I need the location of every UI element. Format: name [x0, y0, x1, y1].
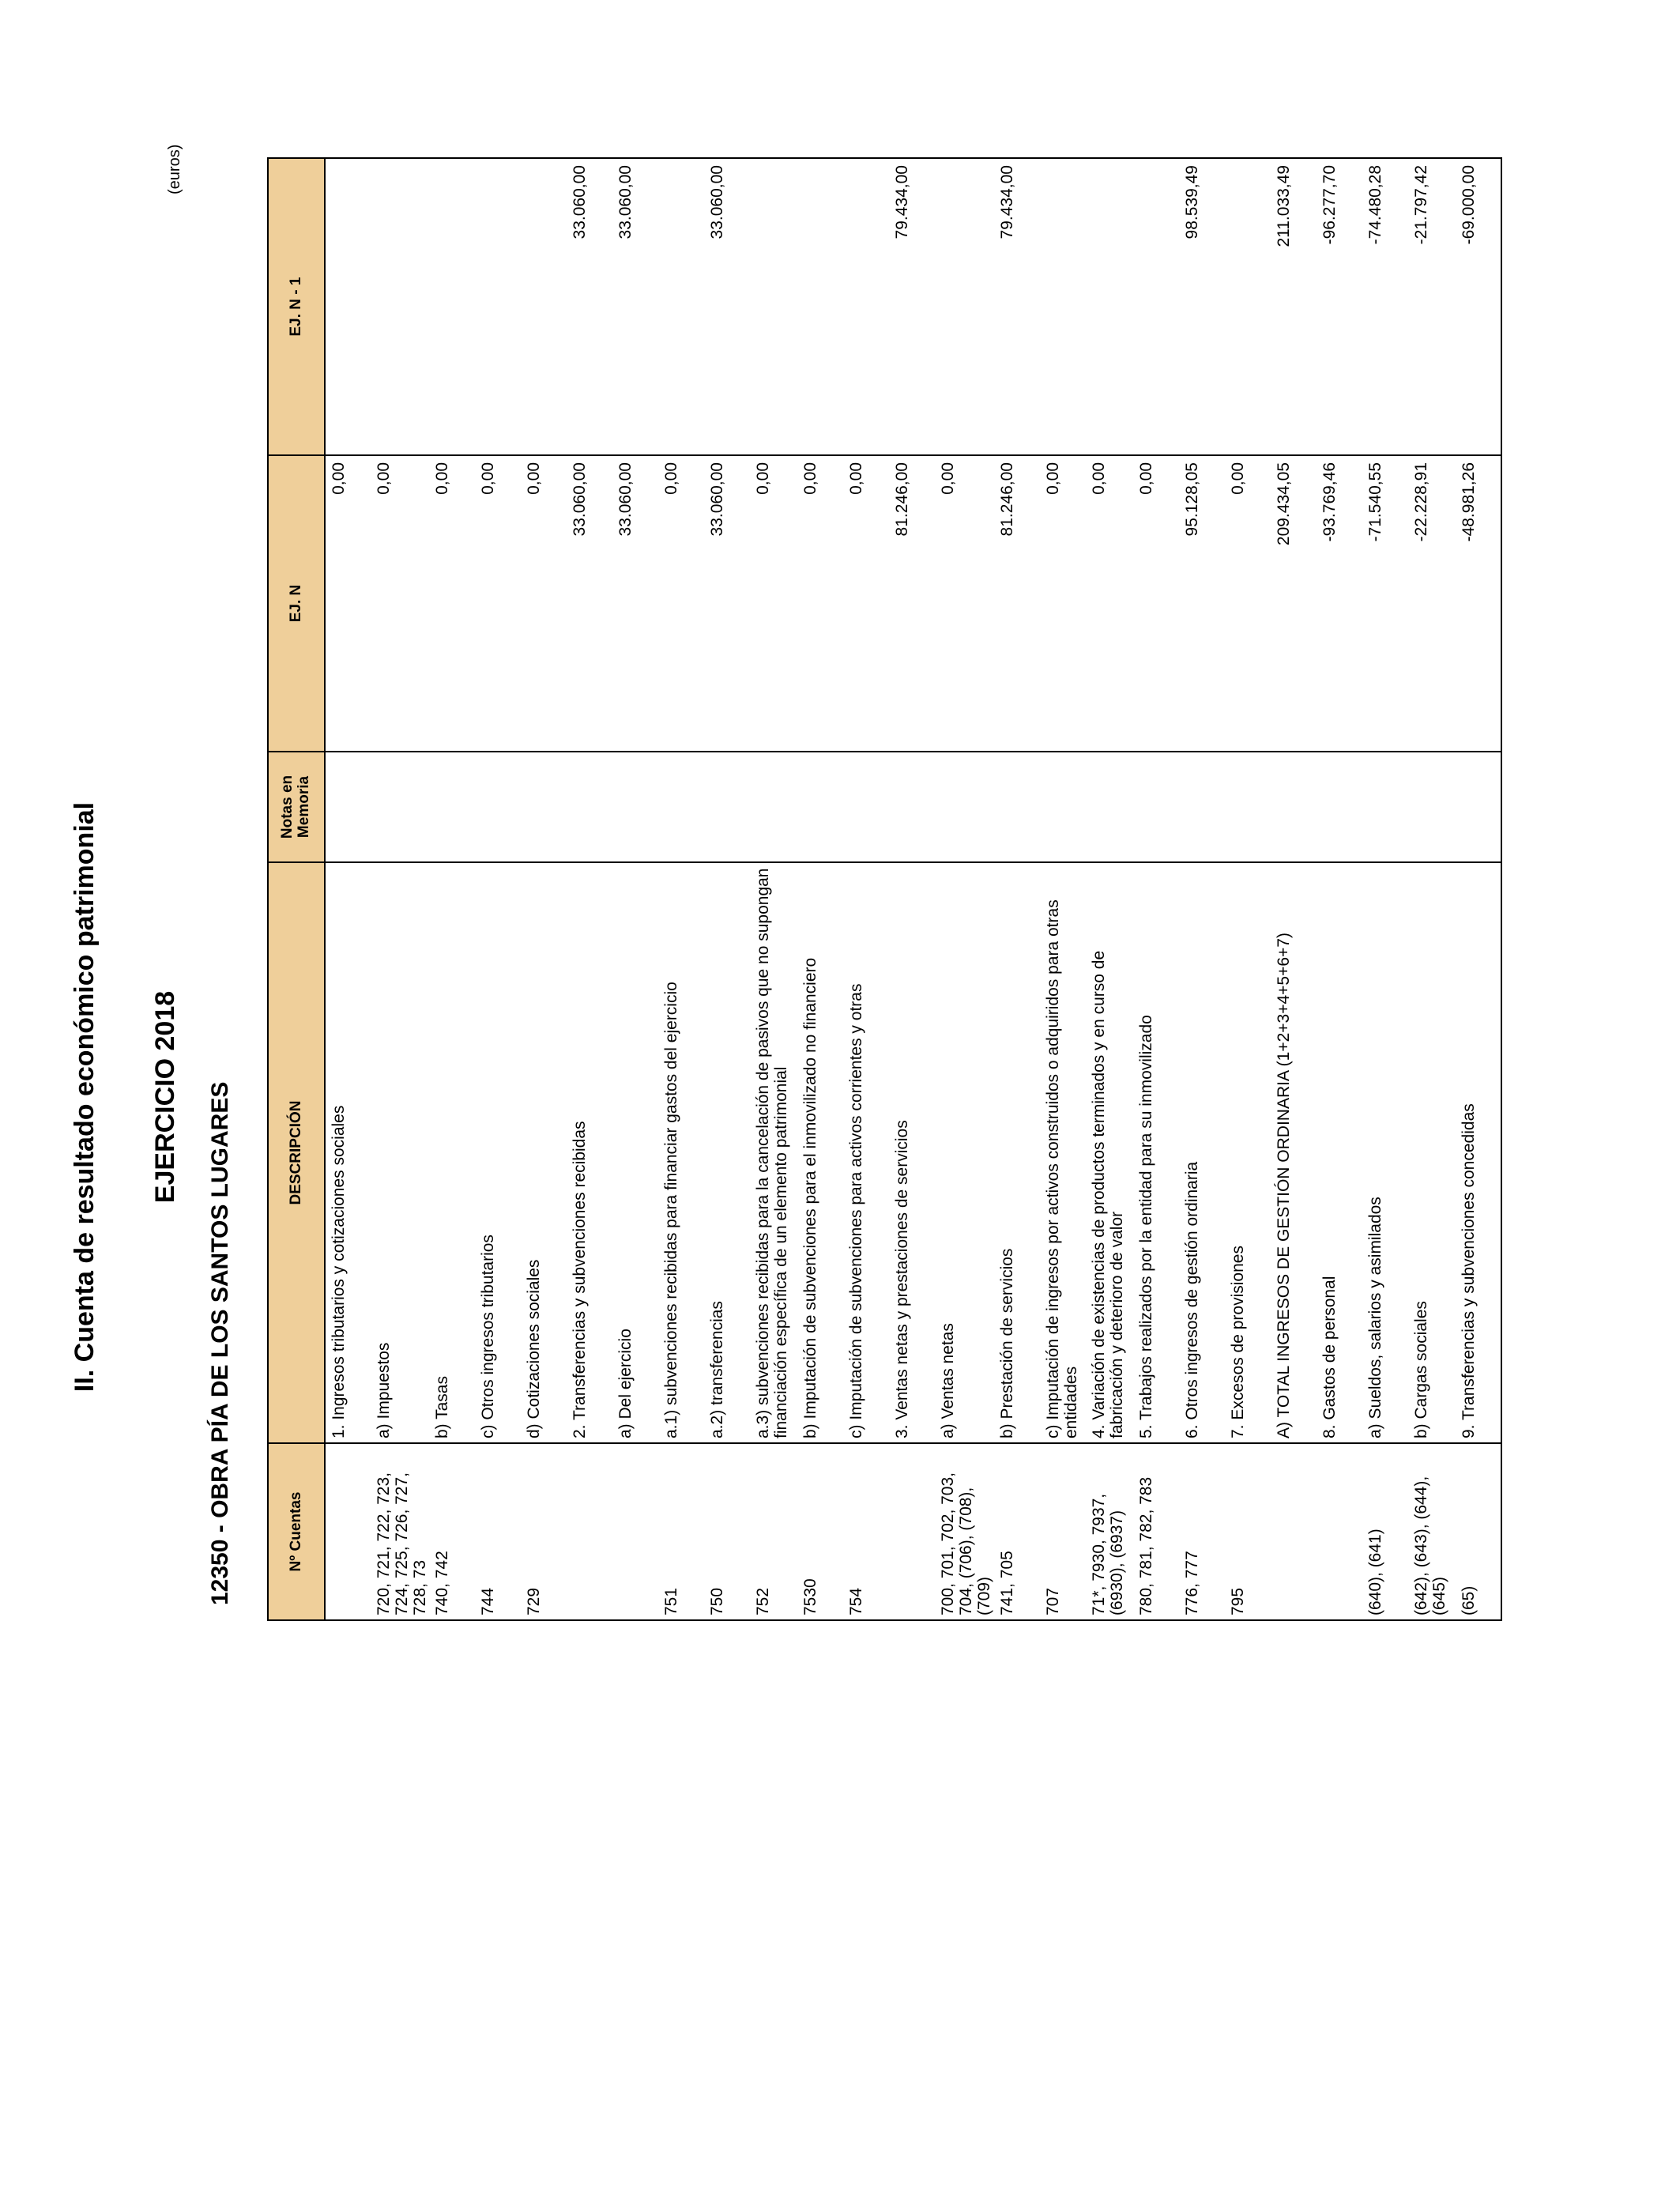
previous-year-value: [843, 158, 889, 455]
current-year-value: 0,00: [429, 455, 475, 752]
table-row: [1133, 158, 1179, 1620]
table-row: [750, 158, 797, 1620]
table-row: [567, 158, 612, 1620]
table-row: [1317, 158, 1362, 1620]
account-codes-cell: 751: [658, 1443, 704, 1620]
description-cell: 9. Transferencias y subvenciones concedidas: [1456, 862, 1501, 1443]
table-row: [475, 158, 521, 1620]
current-year-value: -93.769,46: [1317, 455, 1362, 752]
previous-year-value: 79.434,00: [994, 158, 1040, 455]
table-row: [994, 158, 1040, 1620]
description-cell: 8. Gastos de personal: [1317, 862, 1362, 1443]
notes-cell: [797, 752, 843, 862]
account-codes-cell: [325, 1443, 371, 1620]
current-year-value: -22.228,91: [1408, 455, 1456, 752]
notes-cell: [429, 752, 475, 862]
account-codes-cell: (640), (641): [1362, 1443, 1408, 1620]
previous-year-value: [325, 158, 371, 455]
description-cell: a.3) subvenciones recibidas para la cancelación de pasivos que no supongan financiación específica de un elemento patrimonial: [750, 862, 797, 1443]
account-codes-cell: [1271, 1443, 1317, 1620]
notes-cell: [994, 752, 1040, 862]
current-year-value: 0,00: [1133, 455, 1179, 752]
account-codes-cell: 776, 777: [1179, 1443, 1225, 1620]
previous-year-value: [1133, 158, 1179, 455]
description-cell: c) Imputación de ingresos por activos construidos o adquiridos para otras entidades: [1040, 862, 1086, 1443]
account-codes-cell: (65): [1456, 1443, 1501, 1620]
previous-year-value: [1040, 158, 1086, 455]
previous-year-value: -21.797,42: [1408, 158, 1456, 455]
current-year-value: 33.060,00: [612, 455, 658, 752]
current-year-value: 95.128,05: [1179, 455, 1225, 752]
header-accounts: Nº Cuentas: [268, 1443, 325, 1620]
account-codes-cell: 720, 721, 722, 723, 724, 725, 726, 727, 728, 73: [371, 1443, 429, 1620]
description-cell: b) Tasas: [429, 862, 475, 1443]
account-codes-cell: 707: [1040, 1443, 1086, 1620]
current-year-value: 0,00: [843, 455, 889, 752]
table-row: [429, 158, 475, 1620]
previous-year-value: 33.060,00: [567, 158, 612, 455]
table-row: [889, 158, 935, 1620]
account-codes-cell: 754: [843, 1443, 889, 1620]
current-year-value: 0,00: [935, 455, 993, 752]
description-cell: 3. Ventas netas y prestaciones de servicios: [889, 862, 935, 1443]
table-row: [843, 158, 889, 1620]
table-row: [1362, 158, 1408, 1620]
current-year-value: 0,00: [521, 455, 567, 752]
description-cell: b) Prestación de servicios: [994, 862, 1040, 1443]
table-row: [935, 158, 993, 1620]
description-cell: a.1) subvenciones recibidas para financiar gastos del ejercicio: [658, 862, 704, 1443]
notes-cell: [1362, 752, 1408, 862]
description-cell: a) Ventas netas: [935, 862, 993, 1443]
notes-cell: [1040, 752, 1086, 862]
notes-cell: [371, 752, 429, 862]
notes-cell: [750, 752, 797, 862]
notes-cell: [1456, 752, 1501, 862]
description-cell: 1. Ingresos tributarios y cotizaciones sociales: [325, 862, 371, 1443]
notes-cell: [1317, 752, 1362, 862]
table-row: [1179, 158, 1225, 1620]
description-cell: a) Impuestos: [371, 862, 429, 1443]
current-year-value: 0,00: [1086, 455, 1133, 752]
current-year-value: 0,00: [797, 455, 843, 752]
notes-cell: [1408, 752, 1456, 862]
entity-name: 12350 - OBRA PÍA DE LOS SANTOS LUGARES: [207, 1081, 233, 1605]
notes-cell: [1086, 752, 1133, 862]
table-row: [658, 158, 704, 1620]
notes-cell: [521, 752, 567, 862]
table-row: [797, 158, 843, 1620]
notes-cell: [325, 752, 371, 862]
notes-cell: [612, 752, 658, 862]
description-cell: 7. Excesos de provisiones: [1225, 862, 1271, 1443]
notes-cell: [1179, 752, 1225, 862]
current-year-value: 33.060,00: [567, 455, 612, 752]
account-codes-cell: 744: [475, 1443, 521, 1620]
account-codes-cell: 752: [750, 1443, 797, 1620]
account-codes-cell: 700, 701, 702, 703, 704, (706), (708), (709): [935, 1443, 993, 1620]
current-year-value: 209.434,05: [1271, 455, 1317, 752]
table-row: [1408, 158, 1456, 1620]
page-title: II. Cuenta de resultado económico patrimonial: [70, 801, 100, 1393]
notes-cell: [658, 752, 704, 862]
account-codes-cell: [567, 1443, 612, 1620]
current-year-value: 0,00: [750, 455, 797, 752]
current-year-value: 0,00: [1040, 455, 1086, 752]
account-codes-cell: 750: [704, 1443, 750, 1620]
current-year-value: 81.246,00: [994, 455, 1040, 752]
current-year-value: 33.060,00: [704, 455, 750, 752]
description-cell: c) Imputación de subvenciones para activos corrientes y otras: [843, 862, 889, 1443]
notes-cell: [1271, 752, 1317, 862]
previous-year-value: -69.000,00: [1456, 158, 1501, 455]
notes-cell: [889, 752, 935, 862]
table-row: [704, 158, 750, 1620]
previous-year-value: -96.277,70: [1317, 158, 1362, 455]
previous-year-value: [750, 158, 797, 455]
description-cell: a) Del ejercicio: [612, 862, 658, 1443]
account-codes-cell: 7530: [797, 1443, 843, 1620]
table-row: [1456, 158, 1501, 1620]
header-description: DESCRIPCIÓN: [268, 862, 325, 1443]
notes-cell: [1225, 752, 1271, 862]
current-year-value: -71.540,55: [1362, 455, 1408, 752]
previous-year-value: 33.060,00: [612, 158, 658, 455]
table-row: [612, 158, 658, 1620]
previous-year-value: [935, 158, 993, 455]
current-year-value: 0,00: [658, 455, 704, 752]
description-cell: 6. Otros ingresos de gestión ordinaria: [1179, 862, 1225, 1443]
previous-year-value: [429, 158, 475, 455]
description-cell: c) Otros ingresos tributarios: [475, 862, 521, 1443]
units-label: (euros): [166, 144, 183, 194]
description-cell: A) TOTAL INGRESOS DE GESTIÓN ORDINARIA (1+2+3+4+5+6+7): [1271, 862, 1317, 1443]
description-cell: d) Cotizaciones sociales: [521, 862, 567, 1443]
previous-year-value: 79.434,00: [889, 158, 935, 455]
notes-cell: [843, 752, 889, 862]
description-cell: b) Cargas sociales: [1408, 862, 1456, 1443]
description-cell: 4. Variación de existencias de productos terminados y en curso de fabricación y deterioro de valor: [1086, 862, 1133, 1443]
account-codes-cell: (642), (643), (644), (645): [1408, 1443, 1456, 1620]
header-previous-year: EJ. N - 1: [268, 158, 325, 455]
previous-year-value: 33.060,00: [704, 158, 750, 455]
account-codes-cell: 740, 742: [429, 1443, 475, 1620]
current-year-value: 0,00: [371, 455, 429, 752]
notes-cell: [1133, 752, 1179, 862]
description-cell: b) Imputación de subvenciones para el inmovilizado no financiero: [797, 862, 843, 1443]
previous-year-value: [658, 158, 704, 455]
previous-year-value: [797, 158, 843, 455]
account-codes-cell: 741, 705: [994, 1443, 1040, 1620]
table-header-row: [268, 158, 325, 1620]
fiscal-year-title: EJERCICIO 2018: [150, 990, 180, 1204]
table-row: [1225, 158, 1271, 1620]
previous-year-value: [521, 158, 567, 455]
current-year-value: -48.981,26: [1456, 455, 1501, 752]
account-codes-cell: 729: [521, 1443, 567, 1620]
table-row: [1040, 158, 1086, 1620]
description-cell: 2. Transferencias y subvenciones recibidas: [567, 862, 612, 1443]
description-cell: a.2) transferencias: [704, 862, 750, 1443]
header-notes: Notas en Memoria: [268, 752, 325, 862]
table-row: [1271, 158, 1317, 1620]
current-year-value: 0,00: [475, 455, 521, 752]
previous-year-value: [1225, 158, 1271, 455]
income-statement-table: [267, 157, 1502, 1621]
account-codes-cell: [612, 1443, 658, 1620]
description-cell: a) Sueldos, salarios y asimilados: [1362, 862, 1408, 1443]
account-codes-cell: 71*, 7930, 7937, (6930), (6937): [1086, 1443, 1133, 1620]
table-row: [521, 158, 567, 1620]
notes-cell: [935, 752, 993, 862]
previous-year-value: 211.033,49: [1271, 158, 1317, 455]
account-codes-cell: [1317, 1443, 1362, 1620]
current-year-value: 81.246,00: [889, 455, 935, 752]
description-cell: 5. Trabajos realizados por la entidad para su inmovilizado: [1133, 862, 1179, 1443]
current-year-value: 0,00: [325, 455, 371, 752]
current-year-value: 0,00: [1225, 455, 1271, 752]
notes-cell: [475, 752, 521, 862]
previous-year-value: [1086, 158, 1133, 455]
account-codes-cell: [889, 1443, 935, 1620]
account-codes-cell: 780, 781, 782, 783: [1133, 1443, 1179, 1620]
previous-year-value: -74.480,28: [1362, 158, 1408, 455]
previous-year-value: [371, 158, 429, 455]
notes-cell: [567, 752, 612, 862]
table-row: [371, 158, 429, 1620]
table-row: [325, 158, 371, 1620]
previous-year-value: [475, 158, 521, 455]
header-current-year: EJ. N: [268, 455, 325, 752]
notes-cell: [704, 752, 750, 862]
account-codes-cell: 795: [1225, 1443, 1271, 1620]
previous-year-value: 98.539,49: [1179, 158, 1225, 455]
table-row: [1086, 158, 1133, 1620]
